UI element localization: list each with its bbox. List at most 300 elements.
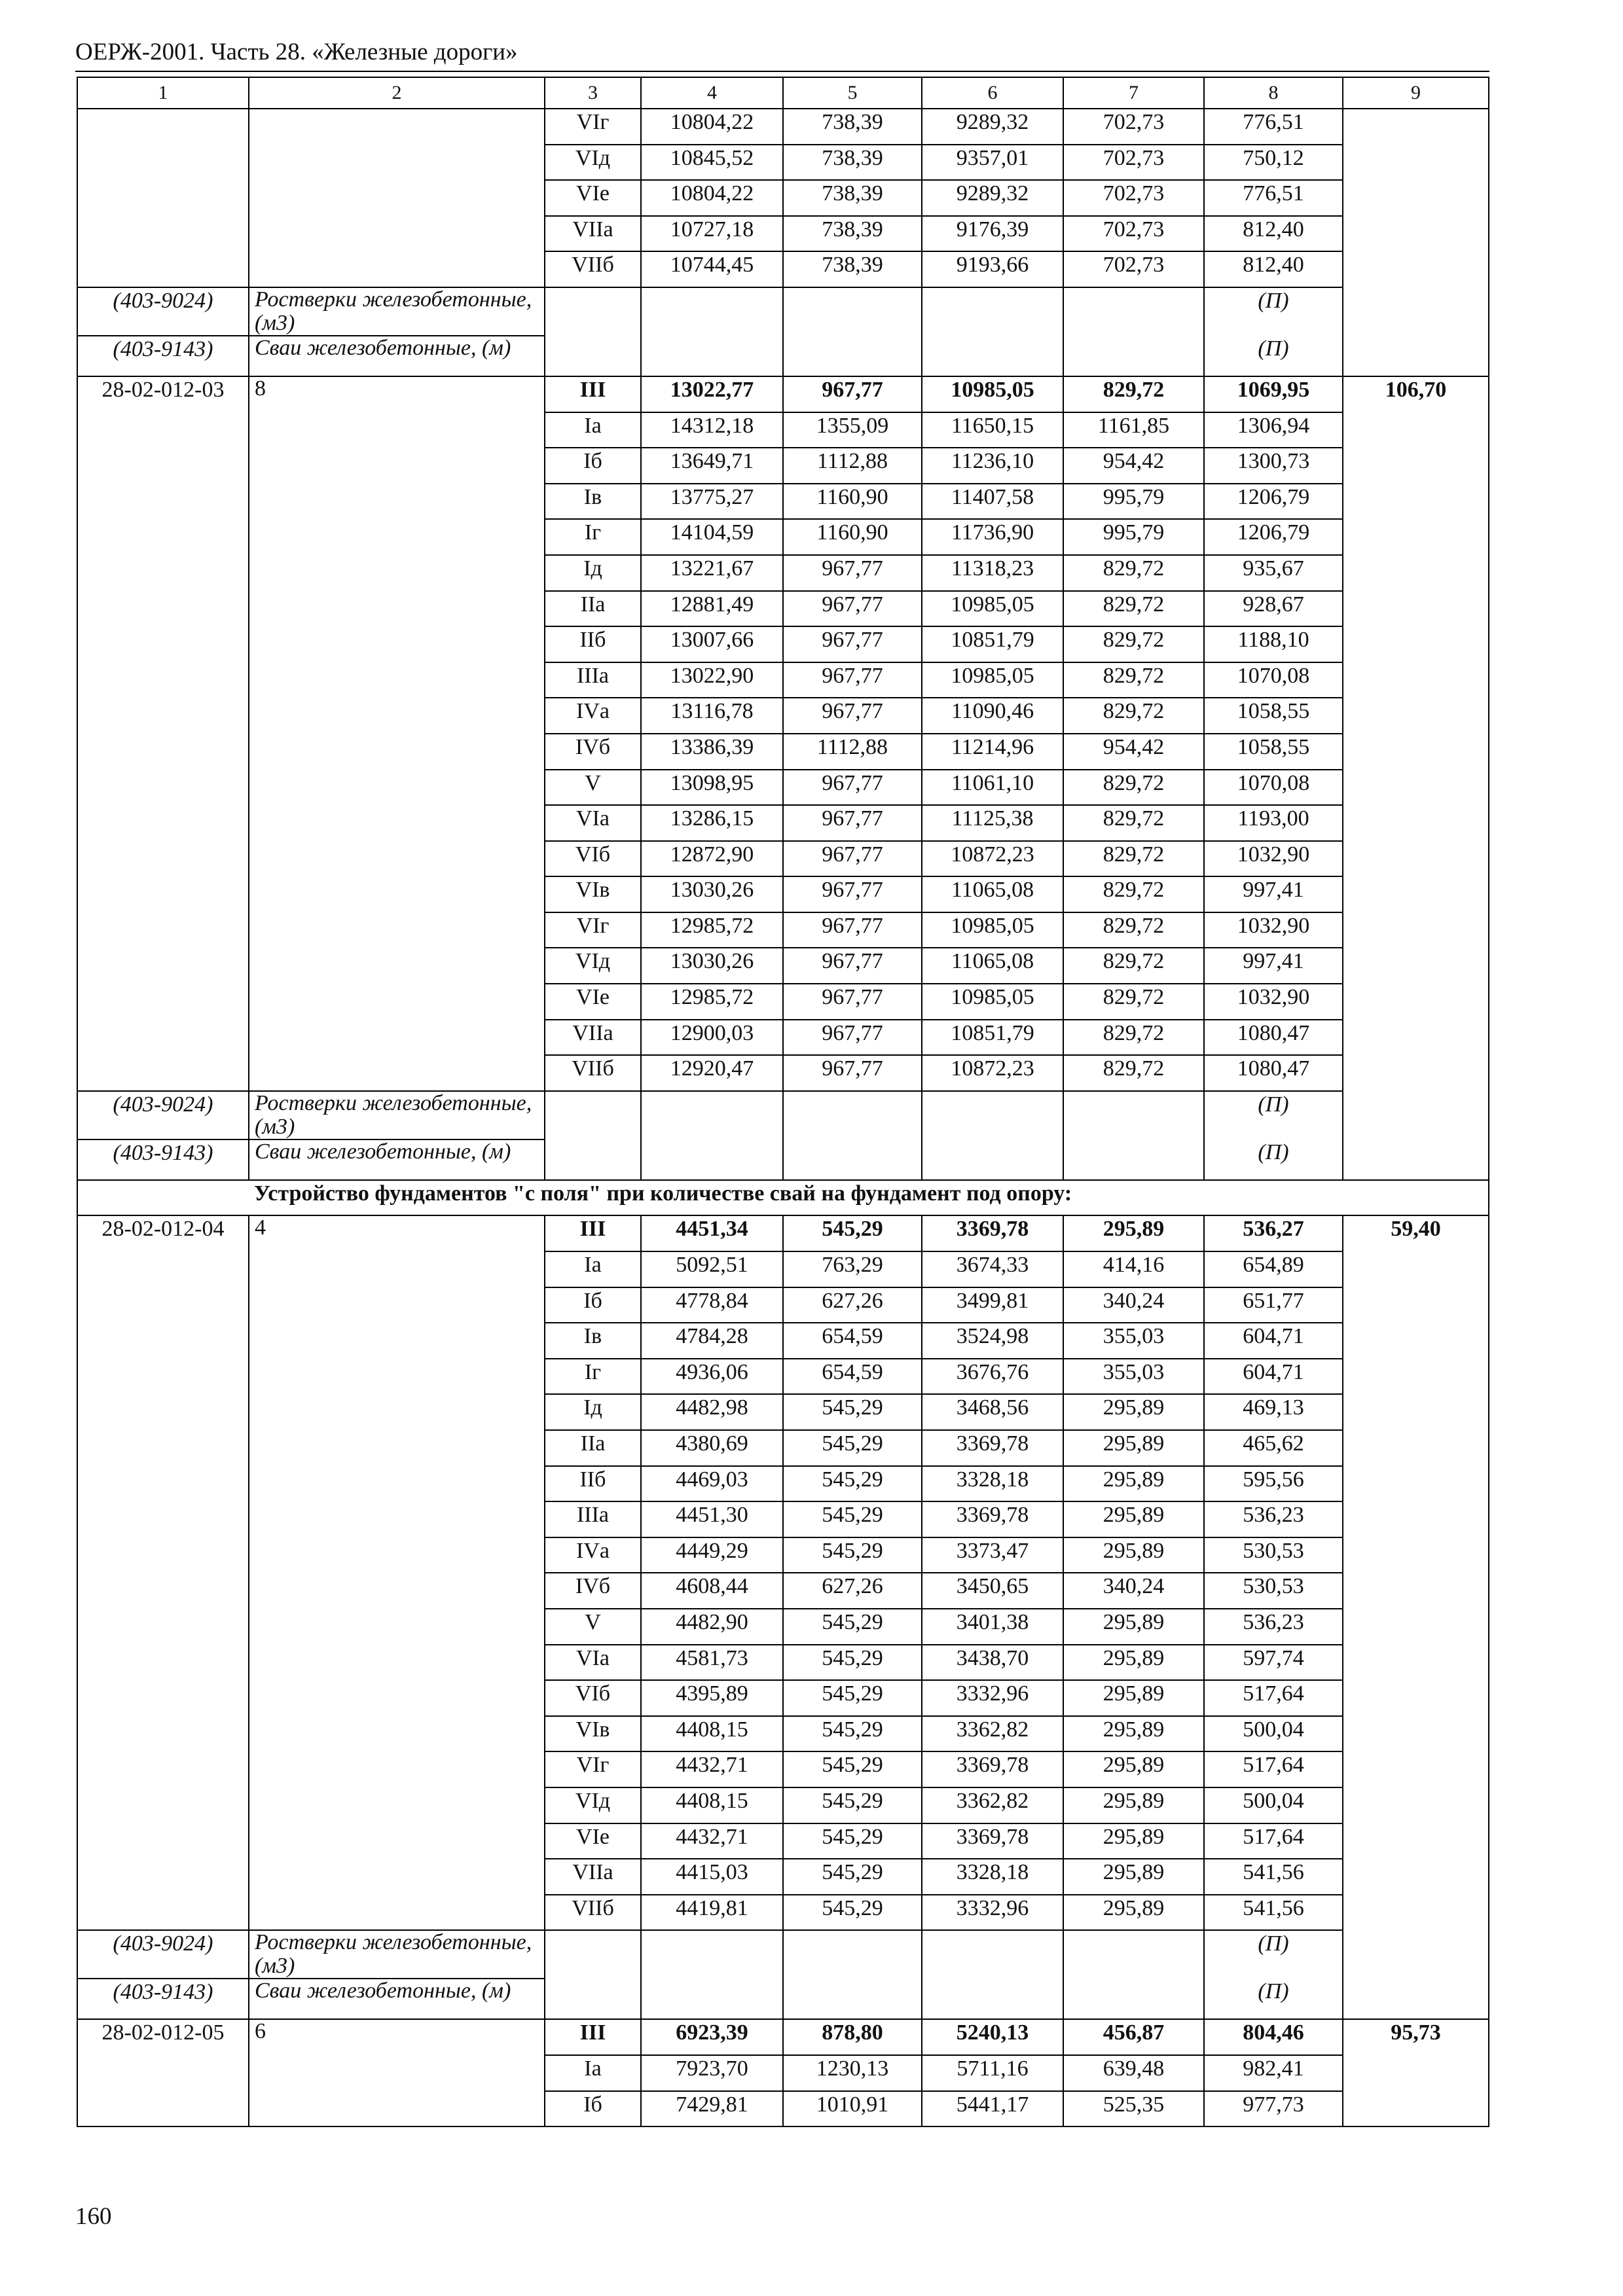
table-row: [77, 519, 1489, 555]
rate-code-cell: [77, 251, 249, 287]
description-cell: [249, 1645, 545, 1681]
rate-code-cell: [77, 145, 249, 181]
value-cell: 500,04: [1204, 1716, 1343, 1752]
value-cell: 738,39: [783, 145, 922, 181]
labor-cell: [1343, 1020, 1489, 1056]
zone-cell: IVб: [545, 1573, 641, 1609]
labor-cell: [1343, 591, 1489, 627]
table-row: [77, 216, 1489, 252]
labor-cell: [1343, 1359, 1489, 1395]
description-cell: Сваи железобетонные, (м): [249, 1979, 545, 2019]
value-cell: 9289,32: [922, 109, 1063, 145]
value-cell: 10985,05: [922, 591, 1063, 627]
description-cell: [249, 1895, 545, 1931]
rate-code-cell: [77, 734, 249, 770]
labor-cell: [1343, 412, 1489, 448]
zone-cell: IVб: [545, 734, 641, 770]
value-cell: 967,77: [783, 841, 922, 877]
description-cell: [249, 876, 545, 912]
description-cell: [249, 805, 545, 841]
value-cell: 517,64: [1204, 1751, 1343, 1787]
value-cell: 4395,89: [641, 1680, 783, 1716]
rate-code-cell: [77, 1287, 249, 1323]
value-cell: 776,51: [1204, 109, 1343, 145]
value-cell: 11736,90: [922, 519, 1063, 555]
value-cell: 6923,39: [641, 2019, 783, 2055]
description-cell: Сваи железобетонные, (м): [249, 336, 545, 376]
rate-code-cell: [77, 698, 249, 734]
value-cell: 10985,05: [922, 376, 1063, 412]
value-cell: 5092,51: [641, 1251, 783, 1287]
description-cell: [249, 1359, 545, 1395]
value-cell: 1112,88: [783, 448, 922, 484]
value-cell: 536,23: [1204, 1609, 1343, 1645]
value-cell: 702,73: [1063, 109, 1204, 145]
value-cell: 10851,79: [922, 1020, 1063, 1056]
value-cell: 14312,18: [641, 412, 783, 448]
table-row-resource: [77, 336, 1489, 376]
labor-cell: [1343, 287, 1489, 336]
description-cell: [249, 1501, 545, 1537]
zone-cell: IVа: [545, 698, 641, 734]
description-cell: [249, 984, 545, 1020]
value-cell: 812,40: [1204, 251, 1343, 287]
table-row: [77, 1859, 1489, 1895]
value-cell: 4415,03: [641, 1859, 783, 1895]
description-cell: [249, 1537, 545, 1573]
rate-code-cell: [77, 770, 249, 806]
table-row: [77, 109, 1489, 145]
column-number-row: [77, 77, 1489, 109]
column-number-cell: 6: [922, 77, 1063, 109]
description-cell: [249, 180, 545, 216]
value-cell: 545,29: [783, 1859, 922, 1895]
rate-code-cell: [77, 1609, 249, 1645]
zone-cell: [545, 1139, 641, 1180]
value-cell: 545,29: [783, 1716, 922, 1752]
rate-code-cell: 28-02-012-04: [77, 1215, 249, 1251]
value-cell: 1355,09: [783, 412, 922, 448]
value-cell: 12985,72: [641, 912, 783, 948]
value-cell: 928,67: [1204, 591, 1343, 627]
value-cell: 4482,90: [641, 1609, 783, 1645]
value-cell: 651,77: [1204, 1287, 1343, 1323]
zone-cell: Iв: [545, 1323, 641, 1359]
value-cell: 295,89: [1063, 1501, 1204, 1537]
value-cell: 295,89: [1063, 1751, 1204, 1787]
rate-code-cell: (403-9143): [77, 1139, 249, 1180]
labor-cell: [1343, 145, 1489, 181]
rate-code-cell: [77, 412, 249, 448]
rate-code-cell: [77, 1466, 249, 1502]
value-cell: [922, 336, 1063, 376]
value-cell: 967,77: [783, 555, 922, 591]
column-number-cell: 5: [783, 77, 922, 109]
description-cell: [249, 1823, 545, 1859]
value-cell: 829,72: [1063, 841, 1204, 877]
column-number-cell: 7: [1063, 77, 1204, 109]
zone-cell: VIIа: [545, 216, 641, 252]
zone-cell: VIIб: [545, 1055, 641, 1091]
zone-cell: VIд: [545, 948, 641, 984]
description-cell: [249, 448, 545, 484]
header-rule: [75, 71, 1489, 72]
table-row: [77, 662, 1489, 698]
labor-cell: 95,73: [1343, 2019, 1489, 2055]
value-cell: 3328,18: [922, 1859, 1063, 1895]
value-cell: 829,72: [1063, 1020, 1204, 1056]
value-cell: 829,72: [1063, 626, 1204, 662]
description-cell: [249, 1573, 545, 1609]
labor-cell: [1343, 1394, 1489, 1430]
value-cell: 10851,79: [922, 626, 1063, 662]
table-row: [77, 1359, 1489, 1395]
value-cell: 536,27: [1204, 1215, 1343, 1251]
table-row: [77, 2091, 1489, 2127]
value-cell: 7923,70: [641, 2055, 783, 2091]
value-cell: 750,12: [1204, 145, 1343, 181]
zone-cell: III: [545, 1215, 641, 1251]
labor-cell: [1343, 698, 1489, 734]
value-cell: 812,40: [1204, 216, 1343, 252]
value-cell: 4432,71: [641, 1823, 783, 1859]
value-cell: 295,89: [1063, 1645, 1204, 1681]
description-cell: [249, 1020, 545, 1056]
value-cell: 13022,77: [641, 376, 783, 412]
zone-cell: VIг: [545, 912, 641, 948]
value-cell: 604,71: [1204, 1323, 1343, 1359]
rate-code-cell: [77, 912, 249, 948]
value-cell: [1063, 1930, 1204, 1979]
value-cell: 654,59: [783, 1359, 922, 1395]
table-row: [77, 948, 1489, 984]
zone-cell: Iг: [545, 519, 641, 555]
value-cell: 10985,05: [922, 912, 1063, 948]
value-cell: [922, 1139, 1063, 1180]
zone-cell: VIв: [545, 876, 641, 912]
value-cell: 997,41: [1204, 876, 1343, 912]
zone-cell: VIе: [545, 1823, 641, 1859]
zone-cell: VIв: [545, 1716, 641, 1752]
description-cell: [249, 412, 545, 448]
value-cell: 295,89: [1063, 1215, 1204, 1251]
labor-cell: [1343, 2055, 1489, 2091]
rate-code-cell: [77, 1645, 249, 1681]
value-cell: 967,77: [783, 876, 922, 912]
value-cell: 530,53: [1204, 1537, 1343, 1573]
rate-code-cell: 28-02-012-05: [77, 2019, 249, 2055]
table-row-resource: [77, 1979, 1489, 2019]
value-cell: 3362,82: [922, 1787, 1063, 1823]
table-row: [77, 1716, 1489, 1752]
value-cell: (П): [1204, 1930, 1343, 1979]
zone-cell: V: [545, 770, 641, 806]
value-cell: 536,23: [1204, 1501, 1343, 1537]
labor-cell: 59,40: [1343, 1215, 1489, 1251]
value-cell: 829,72: [1063, 376, 1204, 412]
labor-cell: [1343, 1573, 1489, 1609]
description-cell: [249, 1680, 545, 1716]
value-cell: 530,53: [1204, 1573, 1343, 1609]
value-cell: 545,29: [783, 1394, 922, 1430]
value-cell: 4608,44: [641, 1573, 783, 1609]
value-cell: 597,74: [1204, 1645, 1343, 1681]
table-row: [77, 412, 1489, 448]
rate-code-cell: [77, 591, 249, 627]
value-cell: 702,73: [1063, 145, 1204, 181]
value-cell: 738,39: [783, 216, 922, 252]
table-row: [77, 1787, 1489, 1823]
column-number-cell: 3: [545, 77, 641, 109]
labor-cell: [1343, 984, 1489, 1020]
zone-cell: [545, 1091, 641, 1139]
value-cell: 627,26: [783, 1287, 922, 1323]
value-cell: 1032,90: [1204, 841, 1343, 877]
value-cell: 13286,15: [641, 805, 783, 841]
rate-code-cell: 28-02-012-03: [77, 376, 249, 412]
labor-cell: [1343, 1930, 1489, 1979]
value-cell: 4432,71: [641, 1751, 783, 1787]
value-cell: 4784,28: [641, 1323, 783, 1359]
value-cell: 995,79: [1063, 484, 1204, 520]
labor-cell: [1343, 1139, 1489, 1180]
table-row-resource: [77, 1139, 1489, 1180]
description-cell: [249, 145, 545, 181]
value-cell: 5441,17: [922, 2091, 1063, 2127]
value-cell: 469,13: [1204, 1394, 1343, 1430]
value-cell: 954,42: [1063, 448, 1204, 484]
zone-cell: Iа: [545, 1251, 641, 1287]
table-row: [77, 1287, 1489, 1323]
rate-code-cell: [77, 109, 249, 145]
value-cell: 967,77: [783, 770, 922, 806]
value-cell: 4451,34: [641, 1215, 783, 1251]
description-cell: [249, 1394, 545, 1430]
value-cell: 3362,82: [922, 1716, 1063, 1752]
value-cell: 3438,70: [922, 1645, 1063, 1681]
rate-code-cell: [77, 216, 249, 252]
value-cell: 295,89: [1063, 1895, 1204, 1931]
labor-cell: [1343, 180, 1489, 216]
labor-cell: [1343, 662, 1489, 698]
value-cell: 595,56: [1204, 1466, 1343, 1502]
rate-code-cell: [77, 2055, 249, 2091]
labor-cell: [1343, 948, 1489, 984]
value-cell: 1070,08: [1204, 662, 1343, 698]
column-number-cell: 1: [77, 77, 249, 109]
labor-cell: [1343, 1091, 1489, 1139]
value-cell: 967,77: [783, 1055, 922, 1091]
value-cell: 13030,26: [641, 876, 783, 912]
description-cell: [249, 484, 545, 520]
value-cell: 935,67: [1204, 555, 1343, 591]
rate-code-cell: [77, 1430, 249, 1466]
value-cell: 654,59: [783, 1323, 922, 1359]
description-cell: [249, 770, 545, 806]
value-cell: [641, 1979, 783, 2019]
labor-cell: [1343, 251, 1489, 287]
value-cell: (П): [1204, 1139, 1343, 1180]
zone-cell: VIг: [545, 1751, 641, 1787]
value-cell: 13221,67: [641, 555, 783, 591]
value-cell: 4581,73: [641, 1645, 783, 1681]
zone-cell: [545, 287, 641, 336]
value-cell: 1032,90: [1204, 912, 1343, 948]
value-cell: 3369,78: [922, 1501, 1063, 1537]
description-cell: 6: [249, 2019, 545, 2055]
value-cell: 13022,90: [641, 662, 783, 698]
value-cell: 456,87: [1063, 2019, 1204, 2055]
column-number-cell: 8: [1204, 77, 1343, 109]
table-row: [77, 251, 1489, 287]
labor-cell: [1343, 626, 1489, 662]
zone-cell: VIIб: [545, 251, 641, 287]
estimate-table: [77, 77, 1489, 2127]
zone-cell: IVа: [545, 1537, 641, 1573]
value-cell: 11214,96: [922, 734, 1063, 770]
rate-code-cell: [77, 555, 249, 591]
value-cell: 340,24: [1063, 1287, 1204, 1323]
value-cell: (П): [1204, 287, 1343, 336]
value-cell: 1193,00: [1204, 805, 1343, 841]
value-cell: 9193,66: [922, 251, 1063, 287]
value-cell: 11090,46: [922, 698, 1063, 734]
value-cell: 4449,29: [641, 1537, 783, 1573]
value-cell: 1010,91: [783, 2091, 922, 2127]
description-cell: [249, 948, 545, 984]
value-cell: [641, 1091, 783, 1139]
table-row-resource: [77, 1091, 1489, 1139]
rate-code-cell: (403-9024): [77, 1930, 249, 1979]
description-cell: [249, 2091, 545, 2127]
value-cell: 829,72: [1063, 912, 1204, 948]
value-cell: 12872,90: [641, 841, 783, 877]
value-cell: 4451,30: [641, 1501, 783, 1537]
value-cell: 7429,81: [641, 2091, 783, 2127]
table-row: [77, 1430, 1489, 1466]
value-cell: 4408,15: [641, 1787, 783, 1823]
description-cell: [249, 662, 545, 698]
value-cell: 295,89: [1063, 1394, 1204, 1430]
value-cell: 9289,32: [922, 180, 1063, 216]
labor-cell: [1343, 805, 1489, 841]
value-cell: 355,03: [1063, 1323, 1204, 1359]
value-cell: 10744,45: [641, 251, 783, 287]
labor-cell: 106,70: [1343, 376, 1489, 412]
rate-code-cell: (403-9024): [77, 1091, 249, 1139]
value-cell: 541,56: [1204, 1859, 1343, 1895]
value-cell: 3401,38: [922, 1609, 1063, 1645]
labor-cell: [1343, 1055, 1489, 1091]
description-cell: 4: [249, 1215, 545, 1251]
rate-code-cell: [77, 984, 249, 1020]
rate-code-cell: (403-9024): [77, 287, 249, 336]
table-row-main: [77, 376, 1489, 412]
value-cell: [1063, 336, 1204, 376]
value-cell: 829,72: [1063, 591, 1204, 627]
value-cell: 4936,06: [641, 1359, 783, 1395]
value-cell: 9176,39: [922, 216, 1063, 252]
value-cell: 545,29: [783, 1430, 922, 1466]
rate-code-cell: [77, 662, 249, 698]
table-row: [77, 2055, 1489, 2091]
value-cell: 5711,16: [922, 2055, 1063, 2091]
value-cell: 967,77: [783, 626, 922, 662]
value-cell: 1230,13: [783, 2055, 922, 2091]
zone-cell: Iв: [545, 484, 641, 520]
table-row: [77, 448, 1489, 484]
description-cell: [249, 841, 545, 877]
value-cell: 1032,90: [1204, 984, 1343, 1020]
value-cell: [1063, 1091, 1204, 1139]
description-cell: [249, 1055, 545, 1091]
table-row-resource: [77, 287, 1489, 336]
table-row: [77, 555, 1489, 591]
value-cell: [641, 1139, 783, 1180]
zone-cell: IIб: [545, 626, 641, 662]
table-row: [77, 1645, 1489, 1681]
labor-cell: [1343, 1680, 1489, 1716]
value-cell: 738,39: [783, 251, 922, 287]
value-cell: [783, 1979, 922, 2019]
rate-code-cell: [77, 1251, 249, 1287]
zone-cell: Iа: [545, 412, 641, 448]
value-cell: 967,77: [783, 984, 922, 1020]
zone-cell: VIе: [545, 180, 641, 216]
labor-cell: [1343, 1895, 1489, 1931]
value-cell: 10985,05: [922, 662, 1063, 698]
value-cell: 545,29: [783, 1215, 922, 1251]
value-cell: 967,77: [783, 805, 922, 841]
rate-code-cell: [77, 1787, 249, 1823]
value-cell: [783, 336, 922, 376]
zone-cell: VIIа: [545, 1859, 641, 1895]
table-row: [77, 145, 1489, 181]
table-row: [77, 1323, 1489, 1359]
zone-cell: Iд: [545, 555, 641, 591]
value-cell: 11065,08: [922, 948, 1063, 984]
table-row: [77, 1251, 1489, 1287]
value-cell: [783, 1139, 922, 1180]
value-cell: 11407,58: [922, 484, 1063, 520]
value-cell: 1080,47: [1204, 1020, 1343, 1056]
value-cell: 13649,71: [641, 448, 783, 484]
description-cell: [249, 1716, 545, 1752]
value-cell: 982,41: [1204, 2055, 1343, 2091]
description-cell: Сваи железобетонные, (м): [249, 1139, 545, 1180]
description-cell: [249, 1609, 545, 1645]
value-cell: 4419,81: [641, 1895, 783, 1931]
value-cell: 11125,38: [922, 805, 1063, 841]
table-row: [77, 698, 1489, 734]
value-cell: 545,29: [783, 1609, 922, 1645]
rate-code-cell: [77, 1716, 249, 1752]
table-row: [77, 1573, 1489, 1609]
value-cell: 977,73: [1204, 2091, 1343, 2127]
value-cell: 829,72: [1063, 876, 1204, 912]
value-cell: 465,62: [1204, 1430, 1343, 1466]
value-cell: 3676,76: [922, 1359, 1063, 1395]
value-cell: 1112,88: [783, 734, 922, 770]
labor-cell: [1343, 1501, 1489, 1537]
rate-code-cell: [77, 180, 249, 216]
value-cell: 3674,33: [922, 1251, 1063, 1287]
value-cell: 702,73: [1063, 251, 1204, 287]
value-cell: 804,46: [1204, 2019, 1343, 2055]
labor-cell: [1343, 484, 1489, 520]
zone-cell: VIа: [545, 1645, 641, 1681]
zone-cell: [545, 336, 641, 376]
